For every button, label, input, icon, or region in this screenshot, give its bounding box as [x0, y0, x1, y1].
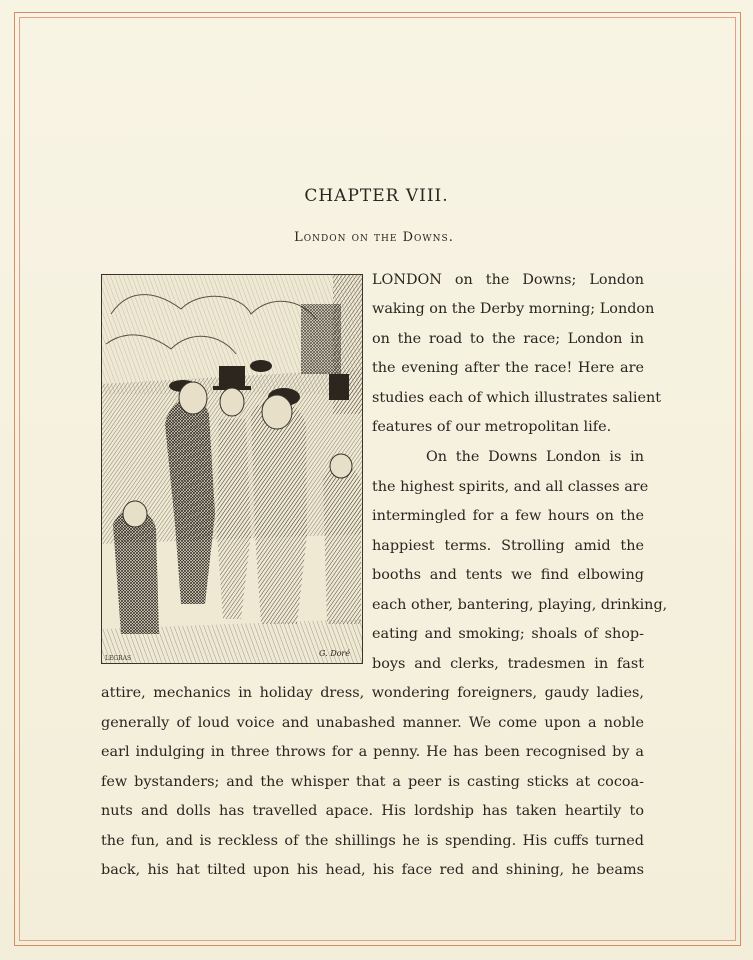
- body-line-9: intermingled for a few hours on the: [372, 508, 644, 524]
- body-line-8: the highest spirits, and all classes are: [372, 479, 649, 495]
- body-line-16: generally of loud voice and unabashed manner. We come upon a noble: [101, 715, 644, 731]
- chapter-subtitle: London on the Downs.: [294, 230, 454, 245]
- body-line-7: On the Downs London is in: [426, 449, 644, 465]
- artist-signature: G. Doré: [319, 649, 350, 658]
- body-line-1: LONDON on the Downs; London: [372, 272, 644, 288]
- body-line-6: features of our metropolitan life.: [372, 419, 612, 435]
- body-line-19: nuts and dolls has travelled apace. His lordship has taken heartily to: [101, 803, 644, 819]
- body-line-17: earl indulging in three throws for a penny. He has been recognised by a: [101, 744, 644, 760]
- body-line-3: on the road to the race; London in: [372, 331, 644, 347]
- body-line-14: boys and clerks, tradesmen in fast: [372, 656, 644, 672]
- chapter-title: CHAPTER VIII.: [304, 186, 449, 206]
- body-line-10: happiest terms. Strolling amid the: [372, 538, 644, 554]
- engraving-illustration: [101, 274, 363, 664]
- body-line-18: few bystanders; and the whisper that a peer is casting sticks at cocoa-: [101, 774, 644, 790]
- body-line-21: back, his hat tilted upon his head, his face red and shining, he beams: [101, 862, 644, 878]
- engraver-mark: LEGRAS: [105, 655, 132, 662]
- body-line-5: studies each of which illustrates salient: [372, 390, 662, 406]
- body-line-12: each other, bantering, playing, drinking,: [372, 597, 668, 613]
- body-line-2: waking on the Derby morning; London: [372, 301, 655, 317]
- body-line-15: attire, mechanics in holiday dress, wondering foreigners, gaudy ladies,: [101, 685, 644, 701]
- body-line-13: eating and smoking; shoals of shop-: [372, 626, 644, 642]
- body-line-20: the fun, and is reckless of the shillings he is spending. His cuffs turned: [101, 833, 644, 849]
- body-line-4: the evening after the race! Here are: [372, 360, 644, 376]
- body-line-11: booths and tents we find elbowing: [372, 567, 644, 583]
